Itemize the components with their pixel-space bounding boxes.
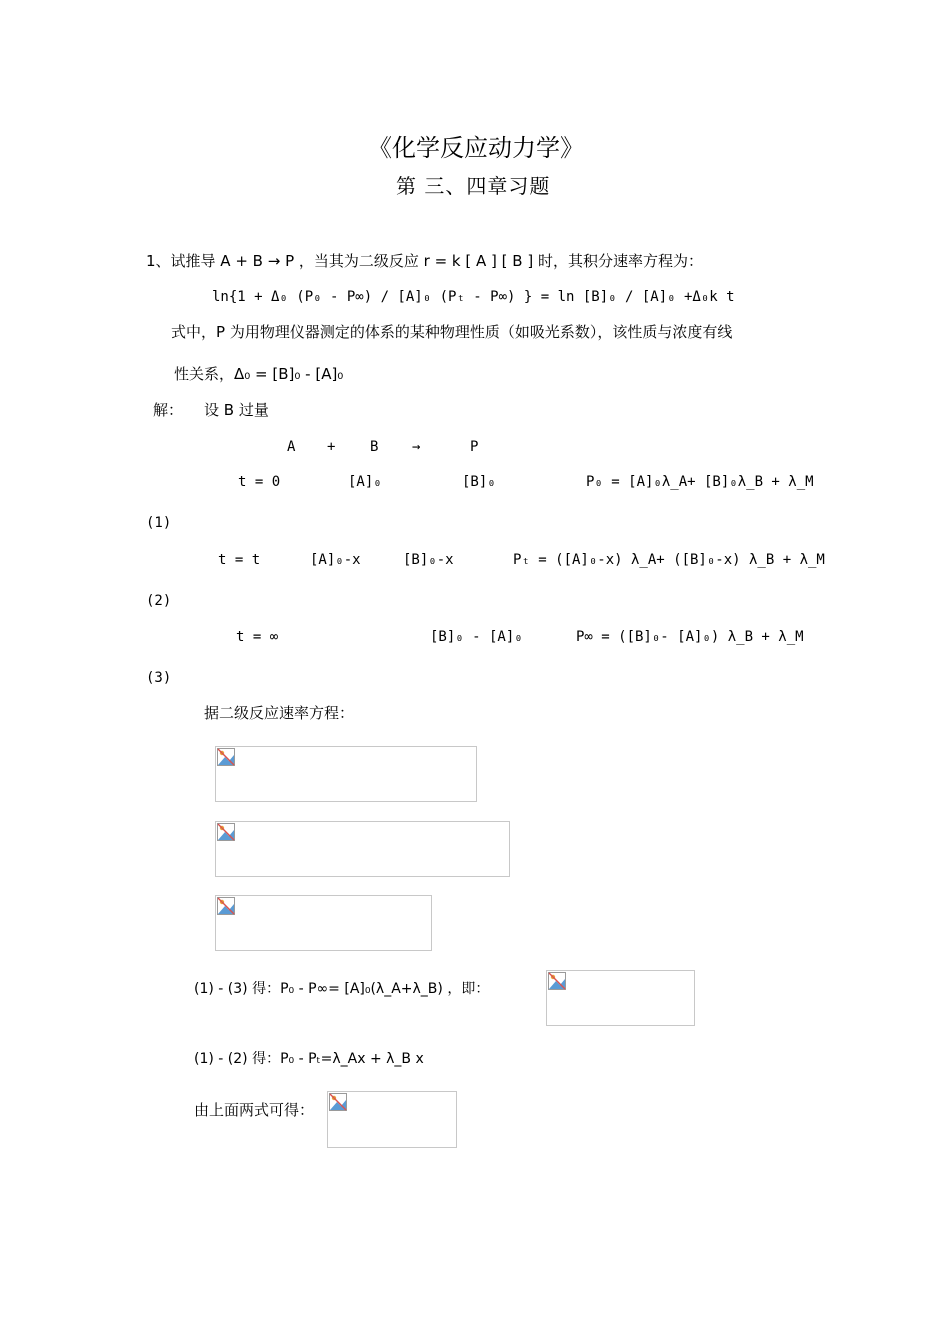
reaction-arrow: → bbox=[412, 439, 421, 455]
row-b-inf: [B]₀ - [A]₀ bbox=[430, 629, 523, 645]
problem-statement: 1、试推导 A + B → P ，当其为二级反应 r = k [ A ] [ B ] 时，其积分速率方程为： bbox=[146, 252, 703, 270]
problem-equation: ln{1 + Δ₀ (P₀ - P∞) / [A]₀ (Pₜ - P∞) } = ln [B]₀ / [A]₀ +Δ₀k t bbox=[212, 289, 735, 305]
broken-image-icon bbox=[329, 1093, 347, 1111]
row-p-inf: P∞ = ([B]₀- [A]₀) λ_B + λ_M bbox=[576, 629, 804, 645]
step-3-text: 由上面两式可得： bbox=[194, 1101, 315, 1119]
row-time-0: t = 0 bbox=[238, 474, 281, 490]
rate-equation-label: 据二级反应速率方程： bbox=[204, 704, 355, 722]
row-b-t: [B]₀-x bbox=[403, 552, 454, 568]
reaction-plus: + bbox=[327, 439, 336, 455]
equation-image-1 bbox=[215, 746, 477, 802]
page-title: 《化学反应动力学》 bbox=[368, 134, 584, 162]
equation-image-4 bbox=[546, 970, 695, 1026]
broken-image-icon bbox=[217, 748, 235, 766]
row-time-t: t = t bbox=[218, 552, 261, 568]
row-time-inf: t = ∞ bbox=[236, 629, 279, 645]
problem-note-line1: 式中，P 为用物理仪器测定的体系的某种物理性质（如吸光系数），该性质与浓度有线 bbox=[171, 323, 733, 341]
step-2-text: (1) - (2) 得：P₀ - Pₜ=λ_Ax + λ_B x bbox=[194, 1051, 424, 1067]
equation-image-2 bbox=[215, 821, 510, 877]
problem-note-line2: 性关系，Δ₀ = [B]₀ - [A]₀ bbox=[174, 365, 344, 383]
equation-image-5 bbox=[327, 1091, 457, 1148]
row-p-t: Pₜ = ([A]₀-x) λ_A+ ([B]₀-x) λ_B + λ_M bbox=[513, 552, 825, 568]
solution-label: 解： bbox=[153, 401, 184, 419]
row-number-1: (1) bbox=[146, 515, 172, 531]
broken-image-icon bbox=[217, 823, 235, 841]
row-b-0: [B]₀ bbox=[462, 474, 496, 490]
reaction-species-b: B bbox=[370, 439, 379, 455]
row-number-2: (2) bbox=[146, 593, 172, 609]
solution-assumption: 设 B 过量 bbox=[204, 401, 269, 419]
row-number-3: (3) bbox=[146, 670, 172, 686]
broken-image-icon bbox=[548, 972, 566, 990]
page-subtitle: 第 三、四章习题 bbox=[396, 174, 551, 198]
equation-image-3 bbox=[215, 895, 432, 951]
row-a-0: [A]₀ bbox=[348, 474, 382, 490]
step-1-text: (1) - (3) 得：P₀ - P∞= [A]₀(λ_A+λ_B) ，即： bbox=[194, 981, 490, 997]
broken-image-icon bbox=[217, 897, 235, 915]
row-a-t: [A]₀-x bbox=[310, 552, 361, 568]
reaction-species-p: P bbox=[470, 439, 479, 455]
reaction-species-a: A bbox=[287, 439, 296, 455]
row-p-0: P₀ = [A]₀λ_A+ [B]₀λ_B + λ_M bbox=[586, 474, 814, 490]
